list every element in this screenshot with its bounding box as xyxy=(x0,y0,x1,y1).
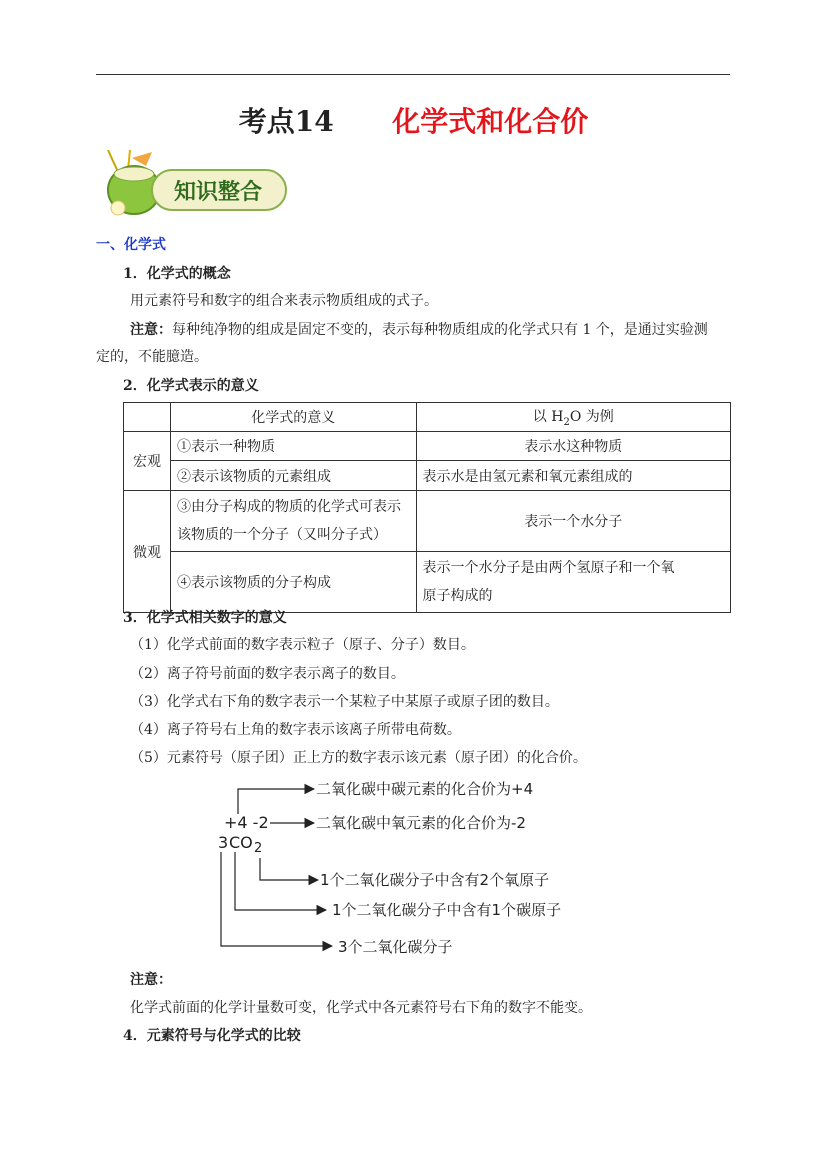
table-cell-meaning: ①表示一种物质 xyxy=(170,432,416,461)
subheading-numbers: 3．化学式相关数字的意义 xyxy=(123,610,287,626)
group-micro: 微观 xyxy=(124,491,171,613)
title-main: 化学式和化合价 xyxy=(392,105,589,138)
concept-text: 用元素符号和数字的组合来表示物质组成的式子。 xyxy=(130,293,438,309)
co2-annotation-diagram xyxy=(210,772,630,962)
formula-coefficient: 3 xyxy=(218,833,229,852)
table-row xyxy=(124,552,731,613)
label-oxygen-atoms: 1个二氧化碳分子中含有2个氧原子 xyxy=(320,871,550,889)
arrow-molecule-count xyxy=(221,852,332,946)
table-cell-meaning: ②表示该物质的元素组成 xyxy=(170,461,416,491)
label-carbon-valence: 二氧化碳中碳元素的化合价为+4 xyxy=(316,780,534,798)
table-header-meaning: 化学式的意义 xyxy=(170,403,416,432)
arrow-carbon-atoms xyxy=(235,852,326,910)
group-macro: 宏观 xyxy=(124,432,171,491)
label-molecule-count: 3个二氧化碳分子 xyxy=(338,938,453,956)
list-item: （1）化学式前面的数字表示粒子（原子、分子）数目。 xyxy=(130,637,475,653)
list-item: （2）离子符号前面的数字表示离子的数目。 xyxy=(130,666,405,682)
knowledge-badge xyxy=(100,150,290,220)
list-item: （5）元素符号（原子团）正上方的数字表示该元素（原子团）的化合价。 xyxy=(130,750,587,766)
table-row xyxy=(124,491,731,552)
note-line1: 每种纯净物的组成是固定不变的，表示每种物质组成的化学式只有 1 个，是通过实验测 xyxy=(172,322,708,338)
label-carbon-atoms: 1个二氧化碳分子中含有1个碳原子 xyxy=(332,901,562,919)
list-item: （4）离子符号右上角的数字表示该离子所带电荷数。 xyxy=(130,722,461,738)
table-cell-example: 表示水这种物质 xyxy=(416,432,730,461)
subheading-meaning: 2．化学式表示的意义 xyxy=(123,378,259,394)
table-header-example: 以 $H_2O$ 为例 xyxy=(416,403,730,432)
note-paragraph xyxy=(130,319,708,339)
header-rule xyxy=(96,74,730,75)
formula-main: CO xyxy=(229,833,253,852)
section-heading: 一、化学式 xyxy=(96,237,166,253)
table-row xyxy=(124,461,731,491)
table-cell-example: 表示一个水分子 xyxy=(416,491,730,552)
meaning-table xyxy=(123,402,731,613)
table-cell-example: 表示一个水分子是由两个氢原子和一个氧 原子构成的 xyxy=(416,552,730,613)
table-row xyxy=(124,432,731,461)
note-text-2: 化学式前面的化学计量数可变，化学式中各元素符号右下角的数字不能变。 xyxy=(130,1000,592,1016)
note-label-2: 注意： xyxy=(130,972,172,988)
table-cell-meaning: ④表示该物质的分子构成 xyxy=(170,552,416,613)
title-prefix: 考点14 xyxy=(238,105,334,138)
page-title xyxy=(0,100,827,140)
table-header-row xyxy=(124,403,731,432)
table-cell-meaning: ③由分子构成的物质的化学式可表示 该物质的一个分子（又叫分子式） xyxy=(170,491,416,552)
table-corner xyxy=(124,403,171,432)
list-item: （3）化学式右下角的数字表示一个某粒子中某原子或原子团的数目。 xyxy=(130,694,559,710)
formula-subscript: 2 xyxy=(254,841,263,856)
note-label: 注意： xyxy=(130,322,172,338)
table-cell-example: 表示水是由氢元素和氧元素组成的 xyxy=(416,461,730,491)
arrow-oxygen-atoms xyxy=(260,858,318,880)
badge-text: 知识整合 xyxy=(173,180,263,205)
subheading-compare: 4．元素符号与化学式的比较 xyxy=(123,1028,301,1044)
arrow-carbon-valence xyxy=(238,789,314,814)
subheading-concept: 1．化学式的概念 xyxy=(123,266,231,282)
label-oxygen-valence: 二氧化碳中氧元素的化合价为-2 xyxy=(316,814,526,832)
valence-numbers: +4 -2 xyxy=(224,813,269,832)
note-line2: 定的，不能臆造。 xyxy=(96,349,208,365)
